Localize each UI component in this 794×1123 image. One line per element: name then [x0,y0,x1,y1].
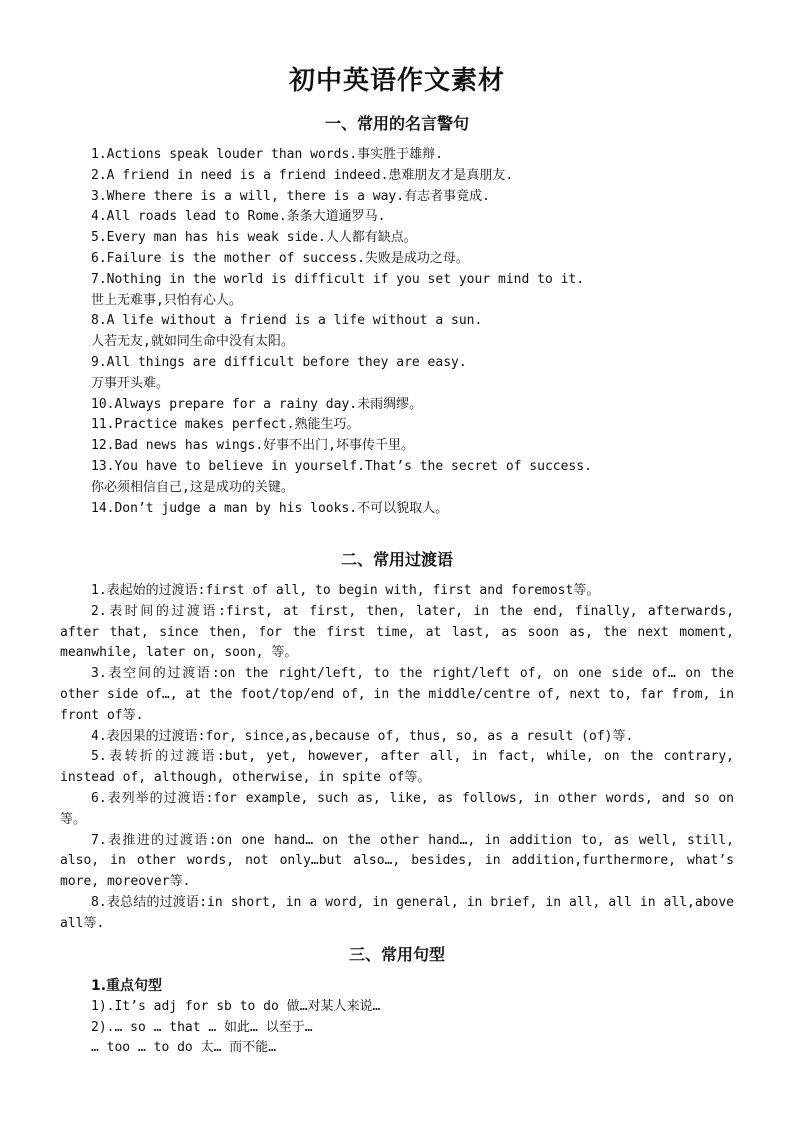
quote-line: 7.Nothing in the world is difficult if you set your mind to it. [91,271,585,287]
quote-line: 2.A friend in need is a friend indeed.患难朋友才是真朋友. [91,167,514,183]
transition-item: 8.表总结的过渡语:in short, in a word, in general, in brief, in all, all in all,above all等. [60,894,734,931]
quote-line: 5.Every man has his weak side.人人都有缺点。 [91,230,417,246]
transition-item: 2.表时间的过渡语:first, at first, then, later, in the end, finally, afterwards, after that, since then, for the first time, at last, as soon as, the next moment, meanwhile, later on, soon, 等。 [60,603,734,661]
transition-list [60,581,734,935]
subheading-key-patterns: 1.重点句型 [91,978,163,994]
quote-line: 10.Always prepare for a rainy day.未雨绸缪。 [91,396,423,412]
quote-line: 13.You have to believe in yourself.That’s the secret of success. [91,458,592,474]
quote-translation: 你必须相信自己,这是成功的关键。 [91,479,294,495]
section-heading-transitions: 二、常用过渡语 [340,550,453,569]
quote-line: 12.Bad news has wings.好事不出门,坏事传千里。 [91,438,415,454]
quote-translation: 万事开头难。 [91,375,170,391]
transition-item: 4.表因果的过渡语:for, since,as,because of, thus, so, as a result (of)等. [91,728,634,744]
transition-item: 1.表起始的过渡语:first of all, to begin with, first and foremost等。 [91,583,600,598]
sentence-pattern-list [91,976,751,1059]
transition-item: 5.表转折的过渡语:but, yet, however, after all, in fact, while, on the contrary, instead of, although, otherwise, in spite of等。 [60,749,734,786]
quote-line: 1.Actions speak louder than words.事实胜于雄辩. [91,147,443,162]
quote-line: 9.All things are difficult before they are easy. [91,354,467,370]
sentence-pattern-line: 2).… so … that … 如此… 以至于… [91,1019,313,1035]
quote-line: 8.A life without a friend is a life without a sun. [91,313,483,329]
section-heading-quotes: 一、常用的名言警句 [324,114,469,133]
quote-line: 4.All roads lead to Rome.条条大道通罗马. [91,209,386,225]
transition-item: 6.表列举的过渡语:for example, such as, like, as follows, in other words, and so on等。 [60,790,734,827]
quote-list [91,145,751,519]
quote-line: 14.Don’t judge a man by his looks.不可以貌取人。 [91,500,449,516]
quote-line: 6.Failure is the mother of success.失败是成功之母。 [91,250,469,266]
transition-item: 7.表推进的过渡语:on one hand… on the other hand…, in addition to, as well, still, also, in other words, not only…but also…, besides, in addition,furthermore, what’s more, moreover等. [60,832,734,890]
quote-translation: 世上无难事,只怕有心人。 [91,292,242,308]
document-title: 初中英语作文素材 [288,66,505,96]
sentence-pattern-line: … too … to do 太… 而不能… [91,1040,277,1056]
quote-translation: 人若无友,就如同生命中没有太阳。 [91,334,294,350]
quote-line: 3.Where there is a will, there is a way.有志者事竟成. [91,188,490,204]
sentence-pattern-line: 1).It’s adj for sb to do 做…对某人来说… [91,998,381,1014]
quote-line: 11.Practice makes perfect.熟能生巧。 [91,417,360,433]
transition-item: 3.表空间的过渡语:on the right/left, to the right/left of, on one side of… on the other side of…, at the foot/top/end of, in the middle/centre of, next to, far from, in front of等. [60,666,734,723]
section-heading-sentences: 三、常用句型 [348,945,445,964]
